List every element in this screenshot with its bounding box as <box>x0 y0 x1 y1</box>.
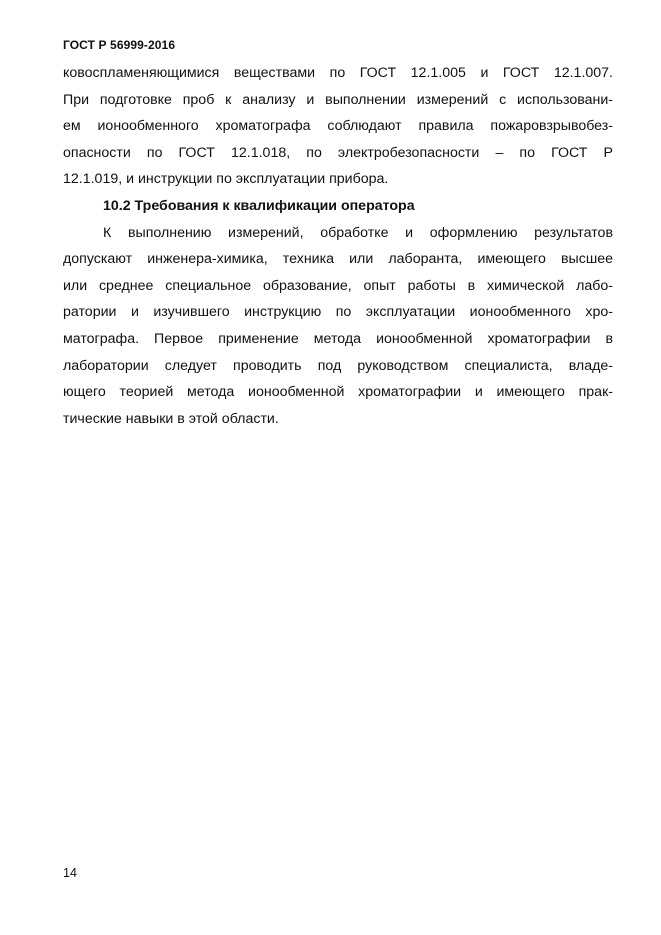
paragraph-line: матографа. Первое применение метода ионообменной хроматографии в <box>63 330 613 347</box>
paragraph-line: При подготовке проб к анализу и выполнении измерений с использовани- <box>63 91 613 108</box>
paragraph-line: К выполнению измерений, обработке и оформлению результатов <box>103 224 613 241</box>
paragraph-line: ющего теорией метода ионообменной хроматографии и имеющего прак- <box>63 384 613 401</box>
document-header-code: ГОСТ Р 56999-2016 <box>63 38 176 52</box>
paragraph-line: опасности по ГОСТ 12.1.018, по электробезопасности – по ГОСТ Р <box>63 144 613 161</box>
paragraph-line: лаборатории следует проводить под руководством специалиста, владе- <box>63 357 613 374</box>
paragraph-line: ем ионообменного хроматографа соблюдают правила пожаровзрывобез- <box>63 118 613 135</box>
paragraph-line: ратории и изучившего инструкцию по эксплуатации ионообменного хро- <box>63 304 613 321</box>
paragraph-line: 12.1.019, и инструкции по эксплуатации прибора. <box>63 171 389 188</box>
page-number: 14 <box>63 866 77 880</box>
section-10-2 <box>63 193 613 432</box>
paragraph-line: тические навыки в этой области. <box>63 410 279 427</box>
paragraph-line: ковоспламеняющимися веществами по ГОСТ 12.1.005 и ГОСТ 12.1.007. <box>63 65 613 81</box>
continued-paragraph <box>63 60 613 193</box>
section-heading: 10.2 Требования к квалификации оператора <box>103 198 415 214</box>
paragraph-line: допускают инженера-химика, техника или лаборанта, имеющего высшее <box>63 251 613 268</box>
paragraph-line: или среднее специальное образование, опыт работы в химической лабо- <box>63 277 613 294</box>
